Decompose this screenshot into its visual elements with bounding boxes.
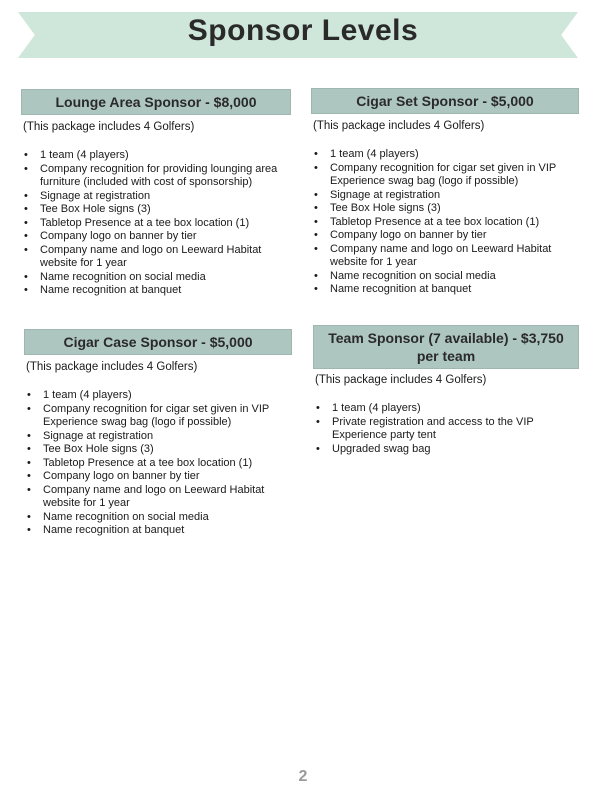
list-item: • Company recognition for cigar set given in VIP Experience swag bag (logo if possible): [330, 162, 579, 189]
sponsor-card-title: Cigar Set Sponsor - $5,000: [311, 88, 579, 114]
sponsor-card-title: Cigar Case Sponsor - $5,000: [24, 329, 292, 355]
list-item: • Tabletop Presence at a tee box location (1): [43, 457, 292, 471]
benefit-list: [21, 149, 291, 298]
list-item: • 1 team (4 players): [40, 149, 291, 163]
sponsor-card-cigar-case: [24, 329, 292, 538]
benefit-list: [24, 389, 292, 538]
benefit-list: [313, 402, 579, 456]
sponsor-card-title: Team Sponsor (7 available) - $3,750 per team: [313, 325, 579, 369]
list-item: • Company name and logo on Leeward Habitat website for 1 year: [330, 243, 579, 270]
sponsor-card-title: Lounge Area Sponsor - $8,000: [21, 89, 291, 115]
list-item: • Tee Box Hole signs (3): [40, 203, 291, 217]
list-item: • Signage at registration: [43, 430, 292, 444]
list-item: • 1 team (4 players): [332, 402, 579, 416]
list-item: • Name recognition at banquet: [40, 284, 291, 298]
list-item: • 1 team (4 players): [43, 389, 292, 403]
sponsor-card-team: [313, 325, 579, 456]
page-title: Sponsor Levels: [187, 14, 419, 47]
list-item: • Company logo on banner by tier: [40, 230, 291, 244]
list-item: • Tabletop Presence at a tee box location (1): [330, 216, 579, 230]
list-item: • Upgraded swag bag: [332, 443, 579, 457]
list-item: • Signage at registration: [330, 189, 579, 203]
list-item: • Name recognition at banquet: [43, 524, 292, 538]
list-item: • Company logo on banner by tier: [43, 470, 292, 484]
list-item: • Company recognition for cigar set given in VIP Experience swag bag (logo if possible): [43, 403, 292, 430]
list-item: • Name recognition on social media: [330, 270, 579, 284]
list-item: • Tabletop Presence at a tee box location (1): [40, 217, 291, 231]
sponsor-card-subtitle: (This package includes 4 Golfers): [26, 361, 198, 373]
list-item: • Company recognition for providing lounging area furniture (included with cost of sponsorship): [40, 163, 291, 190]
list-item: • Name recognition at banquet: [330, 283, 579, 297]
sponsor-card-subtitle: (This package includes 4 Golfers): [23, 121, 195, 133]
list-item: • Private registration and access to the VIP Experience party tent: [332, 416, 579, 443]
sponsor-card-subtitle: (This package includes 4 Golfers): [315, 374, 487, 386]
list-item: • Name recognition on social media: [40, 271, 291, 285]
list-item: • Signage at registration: [40, 190, 291, 204]
list-item: • Tee Box Hole signs (3): [43, 443, 292, 457]
list-item: • Company name and logo on Leeward Habitat website for 1 year: [40, 244, 291, 271]
list-item: • 1 team (4 players): [330, 148, 579, 162]
list-item: • Company logo on banner by tier: [330, 229, 579, 243]
benefit-list: [311, 148, 579, 297]
sponsor-card-subtitle: (This package includes 4 Golfers): [313, 120, 485, 132]
page-number: 2: [298, 768, 308, 785]
sponsor-card-lounge: [21, 89, 291, 298]
list-item: • Name recognition on social media: [43, 511, 292, 525]
list-item: • Tee Box Hole signs (3): [330, 202, 579, 216]
list-item: • Company name and logo on Leeward Habitat website for 1 year: [43, 484, 292, 511]
sponsor-card-cigar-set: [311, 88, 579, 297]
